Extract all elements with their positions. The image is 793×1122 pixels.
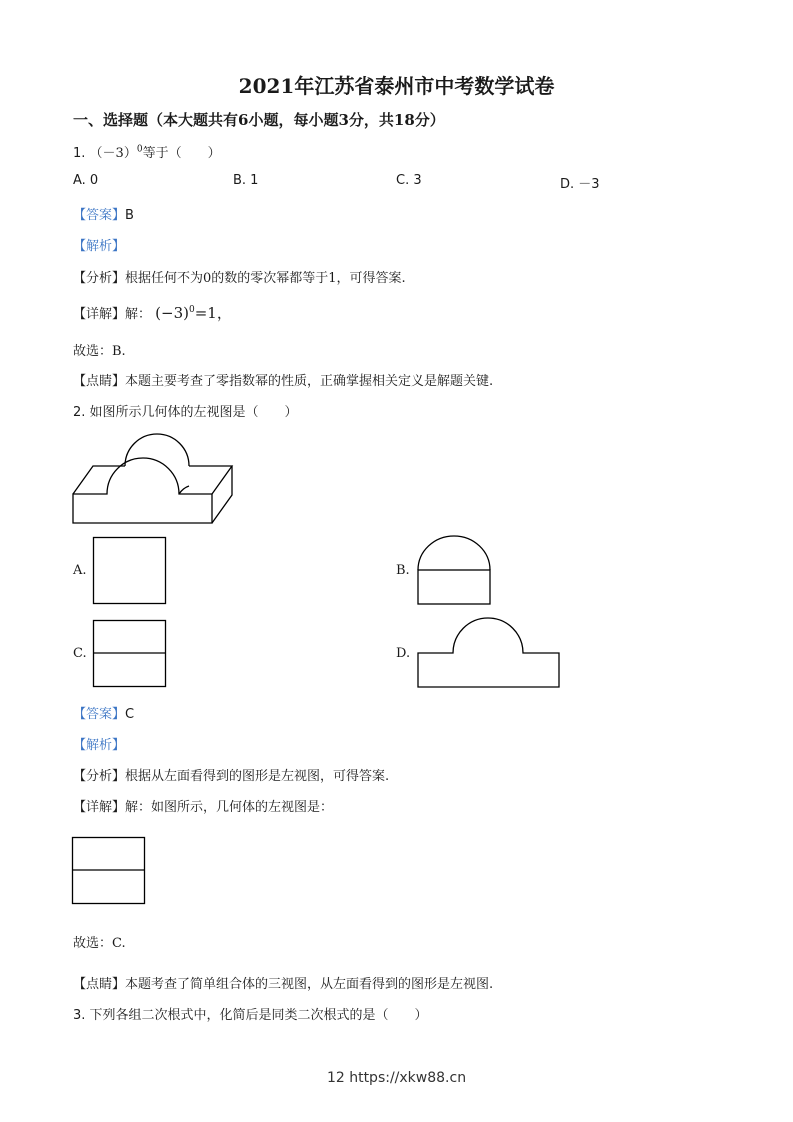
detail-label: 【详解】 bbox=[73, 307, 126, 322]
answer-line-2 bbox=[73, 703, 134, 722]
option-label-b: B. bbox=[396, 563, 410, 578]
formula-result: =1， bbox=[194, 304, 232, 322]
comment-line bbox=[73, 370, 493, 389]
fenxi-text: 根据任何不为0的数的零次幂都等于1，可得答案. bbox=[125, 271, 406, 286]
question-1-base: （－3） bbox=[89, 146, 137, 161]
analysis-label-2: 【解析】 bbox=[73, 738, 126, 753]
option-c-figure bbox=[93, 620, 167, 688]
answer-label: 【答案】 bbox=[73, 208, 126, 223]
option-label-a: A. bbox=[73, 563, 87, 578]
detail-line bbox=[73, 302, 232, 323]
answer-label: 【答案】 bbox=[73, 707, 126, 722]
formula-exponent: 0 bbox=[189, 305, 195, 315]
choose-line-2: 故选：C. bbox=[73, 936, 126, 951]
fenxi-label: 【分析】 bbox=[73, 271, 126, 286]
question-number: 3. bbox=[73, 1008, 86, 1023]
option-d: D. －3 bbox=[560, 177, 600, 192]
question-number: 2. bbox=[73, 405, 86, 420]
option-label-c: C. bbox=[73, 646, 87, 661]
page-footer: 12 https://xkw88.cn bbox=[326, 1070, 467, 1086]
formula-base: (−3) bbox=[155, 304, 189, 322]
option-b: B. 1 bbox=[233, 173, 259, 188]
detail-line-2 bbox=[73, 796, 333, 815]
analysis-fenxi-2 bbox=[73, 765, 389, 784]
analysis-label: 【解析】 bbox=[73, 239, 126, 254]
option-a: A. 0 bbox=[73, 173, 99, 188]
question-number: 1. bbox=[73, 146, 86, 161]
option-c: C. 3 bbox=[396, 173, 422, 188]
answer-value: B bbox=[125, 208, 134, 223]
comment-text: 本题主要考查了零指数幂的性质，正确掌握相关定义是解题关键. bbox=[125, 374, 494, 389]
fenxi-label: 【分析】 bbox=[73, 769, 126, 784]
comment-label: 【点睛】 bbox=[73, 977, 126, 992]
detail-label: 【详解】 bbox=[73, 800, 126, 815]
question-1-exponent: 0 bbox=[136, 144, 143, 155]
option-a-figure bbox=[93, 537, 167, 605]
answer-line bbox=[73, 204, 134, 223]
section-heading: 一、选择题（本大题共有6小题，每小题3分，共18分） bbox=[73, 111, 445, 129]
page-title: 2021年江苏省泰州市中考数学试卷 bbox=[238, 74, 555, 98]
option-d-figure bbox=[417, 617, 561, 689]
detail-text: 解：如图所示，几何体的左视图是： bbox=[125, 800, 334, 815]
analysis-fenxi bbox=[73, 267, 406, 286]
question-1-stem bbox=[73, 142, 221, 161]
comment-line-2 bbox=[73, 973, 493, 992]
question-3-stem bbox=[73, 1004, 428, 1023]
solution-figure bbox=[72, 837, 146, 905]
answer-value: C bbox=[125, 707, 135, 722]
choose-line: 故选：B. bbox=[73, 344, 126, 359]
comment-text: 本题考查了简单组合体的三视图，从左面看得到的图形是左视图. bbox=[125, 977, 494, 992]
question-2-text: 如图所示几何体的左视图是（ ） bbox=[89, 405, 298, 420]
comment-label: 【点睛】 bbox=[73, 374, 126, 389]
solid-figure bbox=[70, 428, 250, 528]
detail-text: 解： bbox=[125, 307, 152, 322]
question-1-tail: 等于（ ） bbox=[142, 146, 221, 161]
question-2-stem bbox=[73, 401, 298, 420]
question-3-text: 下列各组二次根式中，化简后是同类二次根式的是（ ） bbox=[89, 1008, 428, 1023]
fenxi-text: 根据从左面看得到的图形是左视图，可得答案. bbox=[125, 769, 390, 784]
formula bbox=[155, 304, 232, 322]
option-label-d: D. bbox=[396, 646, 411, 661]
option-b-figure bbox=[417, 534, 493, 606]
